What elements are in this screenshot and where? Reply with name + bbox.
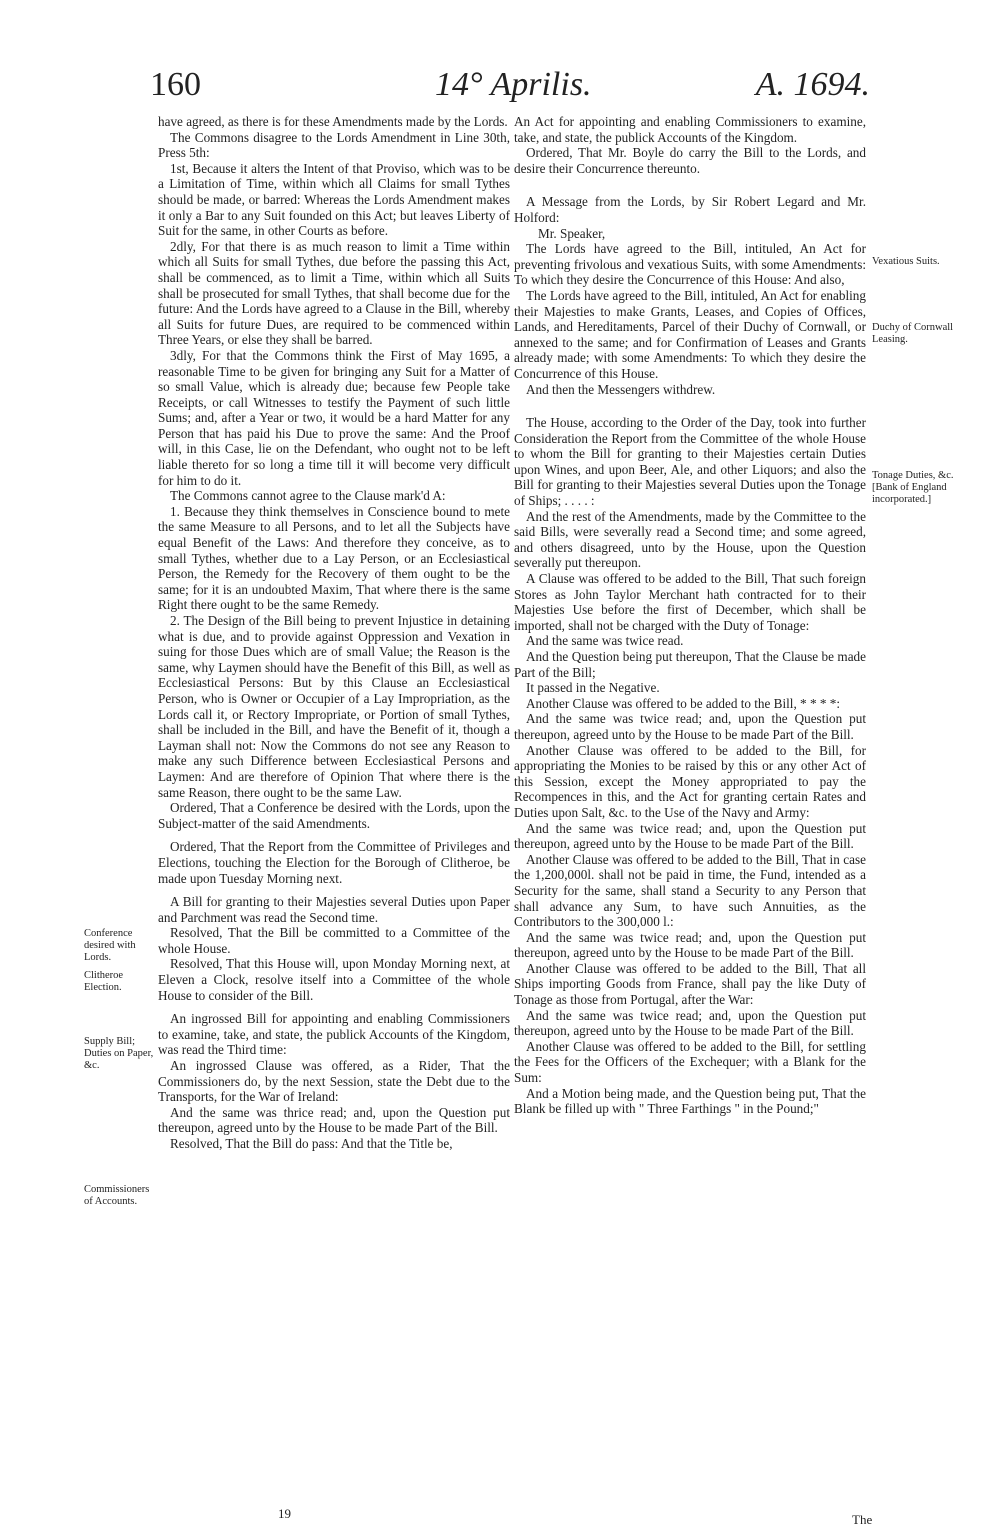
paragraph: Another Clause was offered to be added to the Bill, for appropriating the Monies to be raised by this or any other Act of this Session, except the Money appropriated to pay the Recompences in this, and the Act for granting certain Rates and Duties upon Salt, &c. to the Use of the Navy and Army: (514, 742, 866, 820)
margin-note-clitheroe: Clitheroe Election. (84, 970, 124, 993)
page-number: 160 (150, 66, 201, 103)
margin-note-supply: Supply Bill; Duties on Paper, &c. (84, 1036, 154, 1071)
left-column (158, 114, 510, 1152)
paragraph: A Message from the Lords, by Sir Robert Legard and Mr. Holford: (514, 194, 866, 225)
paragraph: The Lords have agreed to the Bill, intituled, An Act for enabling their Majesties to make Grants, Leases, and Copies of Offices, Lands, and Hereditaments, Parcel of their Duchy of Cornwall, or annexed to the same; and for Confirmation of Leases and Grants already made; with some Amendments: To which they desire the Concurrence of this House. (514, 287, 866, 381)
paragraph: And the same was twice read; and, upon the Question put thereupon, agreed unto by the House to be made Part of the Bill. (514, 711, 866, 742)
paragraph: The Commons cannot agree to the Clause mark'd A: (170, 488, 446, 504)
paragraph: Resolved, That the Bill do pass: And that the Title be, (170, 1136, 453, 1151)
signature-mark: 19 (278, 1506, 291, 1521)
paragraph: 2. The Design of the Bill being to prevent Injustice in detaining what is due, and to provide against Oppression and Vexation in suing for those Dues which are of small Value; the Reason is the same, why Laymen should have the Benefit of this Bill, as well as Ecclesiastical Persons: But by this Clause an Ecclesiastical Person, who is Owner or Occupier of a Lay Impropriation, as the Lords call it, or Rectory Impropriate, or Portion of small Tythes, shall be included in the Bill, and have the Benefit of it, though a Layman shall not: Now the Commons do not see any Reason to make any such Difference between Ecclesiastical Persons and Laymen: And are therefore of Opinion That where there is the same Reason, there ought to be the same Law. (158, 613, 510, 800)
paragraph: And the same was twice read; and, upon the Question put thereupon, agreed unto by the House to be made Part of the Bill. (514, 1007, 866, 1039)
paragraph: And a Motion being made, and the Question being put, That the Blank be filled up with " Three Farthings " in the Pound;" (514, 1085, 866, 1117)
margin-note-conference: Conference desired with Lords. (84, 928, 136, 963)
paragraph: It passed in the Negative. (526, 680, 660, 696)
paragraph: And the same was twice read. (526, 633, 684, 649)
catchword: The (852, 1512, 873, 1527)
paragraph: And the same was twice read; and, upon the Question put thereupon, agreed unto by the House to be made Part of the Bill. (514, 929, 866, 961)
page-header (150, 66, 870, 106)
paragraph: A Clause was offered to be added to the Bill, That such foreign Stores as John Taylor Merchant hath contracted for to their Majesties Use before the first of December, which shall be imported, shall not be charged with the Duty of Tonage: (514, 571, 866, 633)
paragraph: 3dly, For that the Commons think the First of May 1695, a reasonable Time to be given for bringing any Suit for a Matter of so small Value, which is already due; because few People take Receipts, or call Witnesses to testify the Payment of such little Sums; and, after a Year or two, it would be a hard Matter for any Person that has paid his Due to prove the same: And the Proof will, in this Case, lie on the Defendant, who ought not to be left liable thereto for so long a time till it will become very difficult for him to do it. (158, 347, 510, 488)
paragraph: Ordered, That the Report from the Committee of Privileges and Elections, touching the Election for the Borough of Clitheroe, be made upon Tuesday Morning next. (158, 839, 510, 886)
paragraph: The Lords have agreed to the Bill, intituled, An Act for preventing frivolous and vexatious Suits, with some Amendments: To which they desire the Concurrence of this House: And also, (514, 241, 866, 288)
paragraph: An ingrossed Clause was offered, as a Rider, That the Commissioners do, by the next Session, state the Debt due to the Transports, for the War of Ireland: (158, 1058, 510, 1105)
paragraph: Resolved, That the Bill be committed to a Committee of the whole House. (158, 925, 510, 956)
margin-note-commissioners: Commissioners of Accounts. (84, 1184, 150, 1207)
paragraph: Another Clause was offered to be added to the Bill, * * * *: (526, 695, 840, 711)
paragraph: And then the Messengers withdrew. (526, 381, 716, 397)
paragraph: Another Clause was offered to be added to the Bill, That all Ships importing Goods from France, shall pay the like Duty of Tonage as those from Portugal, after the War: (514, 960, 866, 1008)
margin-note-cornwall: Duchy of Cornwall Leasing. (872, 322, 954, 345)
paragraph: Resolved, That this House will, upon Monday Morning next, at Eleven a Clock, resolve itself into a Committee of the whole House to consider of the Bill. (158, 956, 510, 1003)
paragraph: And the same was twice read; and, upon the Question put thereupon, agreed unto by the House to be made Part of the Bill. (514, 820, 866, 852)
paragraph: The House, according to the Order of the Day, took into further Consideration the Report from the Committee of the whole House to whom the Bill for granting to their Majesties certain Duties upon Wines, and upon Beer, Ale, and other Liquors; and also the Bill for granting to their Majesties several Duties upon the Tonage of Ships; . . . . : (514, 415, 866, 509)
paragraph: Ordered, That a Conference be desired with the Lords, upon the Subject-matter of the said Amendments. (158, 800, 510, 831)
paragraph: And the same was thrice read; and, upon the Question put thereupon, agreed unto by the House to be made Part of the Bill. (158, 1104, 510, 1136)
right-column (514, 114, 866, 1117)
paragraph: 1st, Because it alters the Intent of that Proviso, which was to be a Limitation of Time, within which all Claims for small Tythes should be made, or barred: Whereas the Lords Amendment makes it only a Bar to any Suit founded on this Act; but leaves Liberty of Suit for the same, in other Courts as before. (158, 160, 510, 239)
paragraph: Another Clause was offered to be added to the Bill, for settling the Fees for the Officers of the Exchequer; with a Blank for the Sum: (514, 1038, 866, 1086)
paragraph: Ordered, That Mr. Boyle do carry the Bill to the Lords, and desire their Concurrence thereunto. (514, 145, 866, 176)
paragraph: And the rest of the Amendments, made by the Committee to the said Bills, were severally read a Second time; and some agreed, and others disagreed, unto by the House, upon the Question severally put thereupon. (514, 508, 866, 571)
paragraph: A Bill for granting to their Majesties several Duties upon Paper and Parchment was read the Second time. (158, 894, 510, 925)
paragraph: 2dly, For that there is as much reason to limit a Time within which all Suits for small Tythes, due before the passing this Act, shall be commenced, as to limit a Time, within which all Suits shall be prosecuted for small Tythes, that shall become due for the future: And the Lords have agreed to a Clause in the Bill, whereby all Suits for future Dues, are required to be commenced within Three Years, or else they shall be barred. (158, 238, 510, 348)
page-date: 14° Aprilis. (435, 66, 592, 103)
paragraph: have agreed, as there is for these Amendments made by the Lords. (158, 114, 508, 129)
paragraph: Another Clause was offered to be added to the Bill, That in case the 1,200,000l. shall not be paid in time, the Fund, intended as a Security for the same, shall stand a Security to any Person that shall advance any Sum, to have such Annuities, as the Contributors to the 300,000 l.: (514, 851, 866, 930)
page-year: A. 1694. (755, 66, 870, 103)
paragraph: And the Question being put thereupon, That the Clause be made Part of the Bill; (514, 649, 866, 680)
margin-note-tonage: Tonage Duties, &c. [Bank of England incorporated.] (872, 470, 954, 505)
paragraph: The Commons disagree to the Lords Amendment in Line 30th, Press 5th: (158, 129, 510, 161)
paragraph: 1. Because they think themselves in Conscience bound to mete the same Measure to all Persons, and to let all the Subjects have equal Benefit of the Laws: And therefore they conceive, as to small Tythes, whether due to a Lay Person, or an Ecclesiastical Person, the Remedy for the Recovery of them ought to be the same; for it is an undoubted Maxim, That where there is the same Right there ought to be the same Remedy. (158, 503, 510, 613)
margin-note-vexatious: Vexatious Suits. (872, 256, 940, 267)
paragraph: Mr. Speaker, (538, 225, 606, 241)
paragraph: An ingrossed Bill for appointing and enabling Commissioners to examine, take, and state, the publick Accounts of the Kingdom, was read the Third time: (158, 1011, 510, 1058)
paragraph: An Act for appointing and enabling Commissioners to examine, take, and state, the publick Accounts of the Kingdom. (514, 114, 866, 145)
